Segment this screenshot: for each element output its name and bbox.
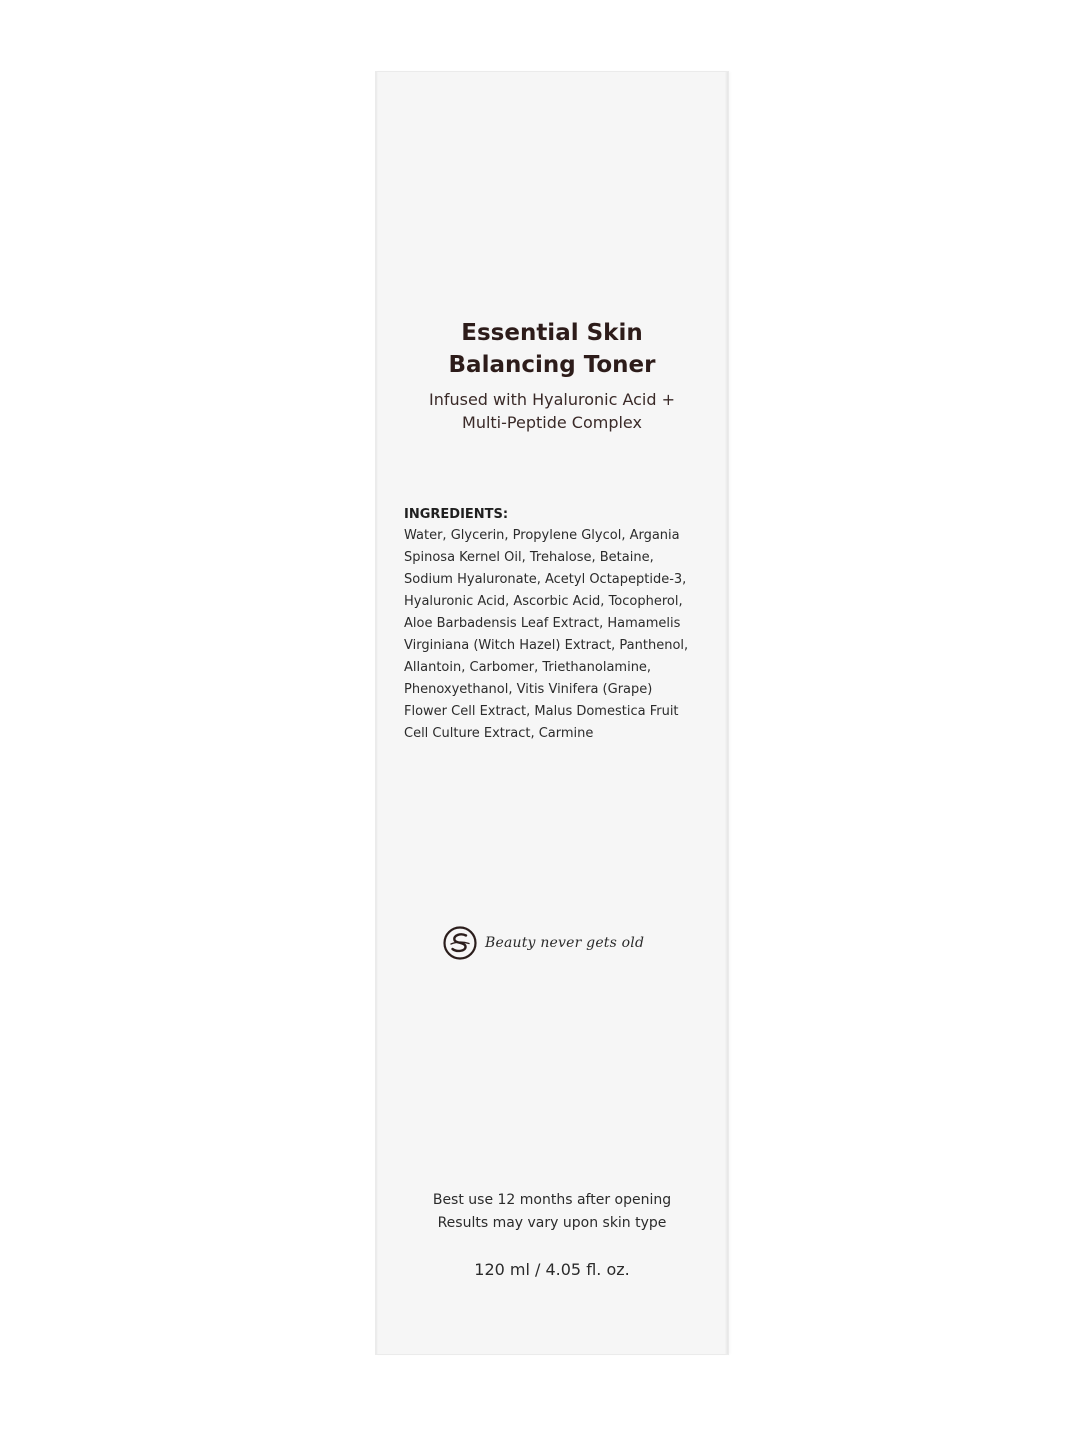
ingredients-heading: INGREDIENTS: [404,507,509,522]
ingredients-line: Aloe Barbadensis Leaf Extract, Hamamelis [404,616,681,631]
product-title-line-2: Balancing Toner [448,352,656,378]
results-disclaimer: Results may vary upon skin type [437,1215,667,1231]
ingredients-line: Cell Culture Extract, Carmine [404,726,594,741]
ingredients-line: Flower Cell Extract, Malus Domestica Fruit [404,704,679,719]
ingredients-line: Hyaluronic Acid, Ascorbic Acid, Tocopherol, [404,594,683,609]
brand-seal-icon [443,926,477,960]
ingredients-line: Phenoxyethanol, Vitis Vinifera (Grape) [404,682,653,697]
box-left-edge [376,72,378,1354]
box-right-edge [725,72,728,1354]
product-volume: 120 ml / 4.05 fl. oz. [474,1260,630,1279]
product-subtitle-line-2: Multi-Peptide Complex [462,413,642,432]
product-subtitle-line-1: Infused with Hyaluronic Acid + [428,390,675,409]
ingredients-line: Water, Glycerin, Propylene Glycol, Argania [404,528,680,543]
ingredients-line: Virginiana (Witch Hazel) Extract, Panthenol, [404,638,689,653]
shelf-life-note: Best use 12 months after opening [432,1192,672,1208]
ingredients-line: Allantoin, Carbomer, Triethanolamine, [404,660,652,675]
ingredients-line: Sodium Hyaluronate, Acetyl Octapeptide-3, [404,572,687,587]
ingredients-line: Spinosa Kernel Oil, Trehalose, Betaine, [404,550,654,565]
product-title-line-1: Essential Skin [461,320,643,346]
brand-tagline: Beauty never gets old [485,935,645,951]
